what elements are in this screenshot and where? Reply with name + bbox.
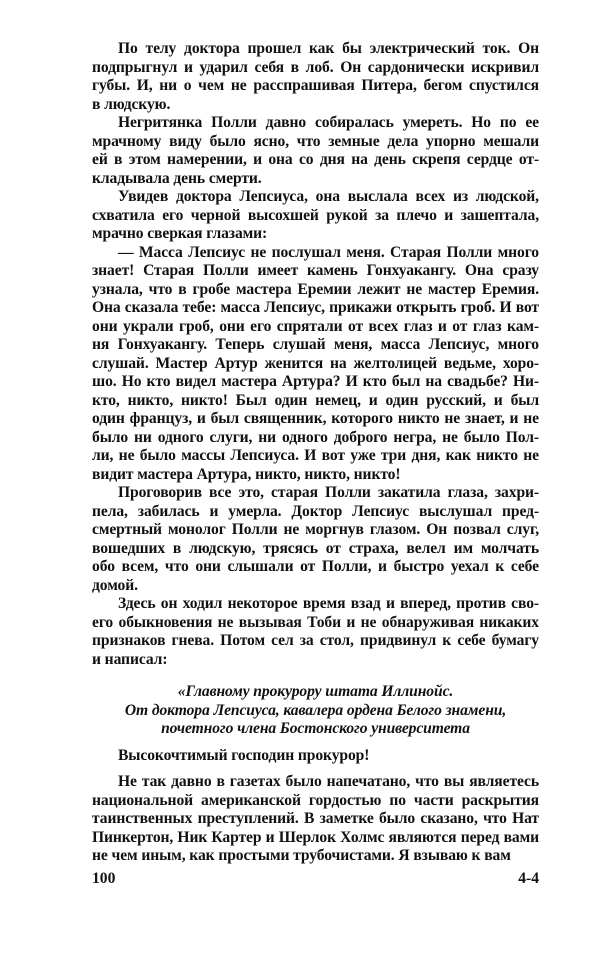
text-line: обо всем, что они слышали от Полли, и быстро уехал к себе — [92, 558, 539, 575]
text-line: Она сказала тебе: масса Лепсиус, прикажи открыть гроб. И вот — [92, 299, 539, 316]
text-line: губы. И, ни о чем не расспрашивая Питера, бегом спустился — [92, 77, 539, 94]
letter-heading-line: почетного члена Бостонского университета — [161, 720, 470, 737]
paragraph — [92, 484, 539, 595]
letter-heading — [92, 683, 539, 739]
text-line: видит мастера Артура, никто, никто, никто! — [92, 465, 401, 483]
letter-heading-line: «Главному прокурору штата Иллинойс. — [177, 683, 454, 700]
paragraph — [92, 244, 539, 485]
text-line: Проговорив все это, старая Полли закатила глаза, захри- — [118, 484, 539, 501]
text-line: в людскую. — [92, 95, 171, 113]
letter-body — [92, 773, 539, 866]
paragraph — [92, 40, 539, 114]
signature-mark: 4-4 — [518, 870, 539, 887]
text-line: его обыкновения не вызывая Тоби и не обнаруживая никаких — [92, 613, 539, 631]
text-line: шо. Но кто видел мастера Артура? И кто был на свадьбе? Ни- — [92, 373, 539, 390]
letter-greeting: Высокочтимый господин прокурор! — [118, 746, 370, 764]
paragraph — [92, 188, 539, 244]
text-line: подпрыгнул и ударил себя в лоб. Он сардонически искривил — [92, 58, 539, 76]
text-line: мрачному виду было ясно, что земные дела упорно мешали — [92, 132, 539, 150]
text-line: вошедших в людскую, трясясь от страха, велел им молчать — [92, 539, 539, 557]
text-line: признаков гнева. Потом сел за стол, придвинул к себе бумагу — [92, 632, 539, 649]
text-line: было ни одного слуги, ни одного доброго негра, не было Пол- — [92, 428, 539, 446]
text-line: кто, никто, никто! Был один немец, и один русский, и был — [92, 391, 539, 409]
text-line: Негритянка Полли давно собиралась умереть. Но по ее — [118, 114, 539, 131]
paragraph — [92, 773, 539, 866]
letter-heading-line: От доктора Лепсиуса, кавалера ордена Белого знамени, — [124, 701, 507, 719]
text-line: кладывала день смерти. — [92, 169, 262, 187]
text-line: мрачно сверкая глазами: — [92, 225, 268, 242]
page-footer — [92, 870, 539, 888]
text-line: ли, не было массы Лепсиуса. И вот уже три дня, как никто не — [92, 447, 539, 464]
text-line: не чем иным, как простыми трубочистами. Я взываю к вам — [92, 847, 511, 864]
text-line: Не так давно в газетах было напечатано, что вы являетесь — [118, 773, 539, 790]
body-text — [92, 40, 539, 669]
text-line: — Масса Лепсиус не послушал меня. Старая Полли много — [118, 243, 539, 261]
text-line: пела, забилась и умерла. Доктор Лепсиус выслушал пред- — [92, 502, 539, 520]
text-line: смертный монолог Полли не моргнув глазом. Он позвал слуг, — [92, 521, 539, 538]
page-number: 100 — [92, 870, 116, 887]
text-line: домой. — [92, 576, 138, 594]
text-line: ня Гонхуакангу. Теперь слушай меня, масса Лепсиус, много — [92, 336, 539, 353]
text-line: По телу доктора прошел как бы электрический ток. Он — [118, 40, 539, 57]
page-body — [92, 40, 539, 866]
text-line: Здесь он ходил некоторое время взад и вперед, против сво- — [118, 595, 539, 612]
text-line: слушай. Мастер Артур женится на желтолицей ведьме, хоро- — [92, 354, 539, 372]
text-line: Увидев доктора Лепсиуса, она выслала всех из людской, — [118, 188, 539, 205]
text-line: таинственных преступлений. В заметке было сказано, что Нат — [92, 810, 539, 827]
text-line: ей в этом намерении, и она со дня на день скрепя сердце от- — [92, 151, 539, 168]
text-line: схватила его черной высохшей рукой за плечо и зашептала, — [92, 206, 539, 224]
text-line: и написал: — [92, 650, 168, 668]
text-line: национальной американской гордостью по части раскрытия — [92, 791, 539, 809]
paragraph — [92, 114, 539, 188]
text-line: один француз, и был священник, которого никто не знает, и не — [92, 410, 539, 427]
paragraph — [92, 595, 539, 669]
text-line: узнала, что в гробе мастера Еремии лежит не мастер Еремия. — [92, 280, 539, 298]
text-line: знает! Старая Полли имеет камень Гонхуакангу. Она сразу — [92, 262, 539, 279]
text-line: Пинкертон, Ник Картер и Шерлок Холмс являются перед вами — [92, 828, 539, 846]
text-line: они украли гроб, они его спрятали от всех глаз и от глаз кам- — [92, 317, 539, 335]
